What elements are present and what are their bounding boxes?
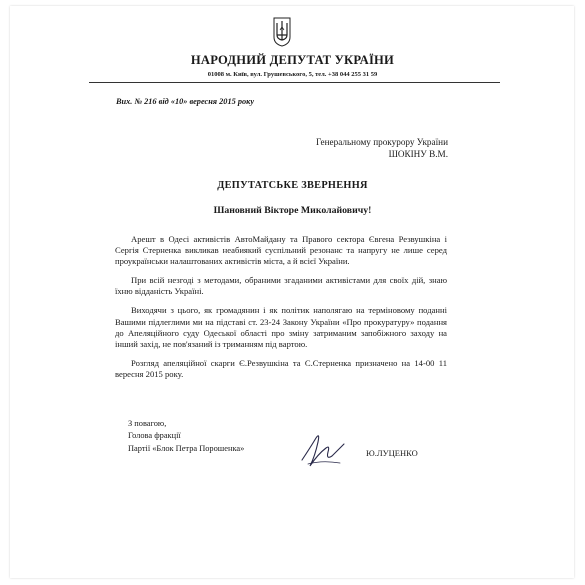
header-divider bbox=[89, 82, 500, 83]
trident-emblem-icon bbox=[273, 17, 291, 47]
addressee-line-1: Генеральному прокурору України bbox=[315, 137, 448, 147]
salutation: Шановний Вікторе Миколайовичу! bbox=[213, 205, 372, 216]
handwritten-signature bbox=[296, 430, 350, 472]
closing-block bbox=[128, 418, 244, 455]
signatory-name: Ю.ЛУЦЕНКО bbox=[366, 448, 418, 458]
body-paragraph: При всій незгоді з методами, обраними згаданими активістами для своїх дій, знаю їхню відданість Україні. bbox=[115, 275, 447, 297]
closing-line-2: Голова фракції bbox=[128, 431, 181, 441]
outgoing-reference: Вих. № 216 від «10» вересня 2015 року bbox=[116, 97, 255, 106]
letter-body bbox=[115, 234, 447, 386]
closing-line-3: Партії «Блок Петра Порошенка» bbox=[128, 443, 245, 453]
closing-line-1: З повагою, bbox=[128, 419, 167, 428]
body-paragraph: Арешт в Одесі активістів АвтоМайдану та Правого сектора Євгена Резвушкіна і Сергія Стерненка викликав неабиякий суспільний резонанс та напругу не лише серед проукраїнськи налаштованих активістів міста, а й всієї України. bbox=[115, 234, 447, 267]
deputy-address: 01008 м. Київ, вул. Грушевського, 5, тел. +38 044 255 31 59 bbox=[207, 71, 378, 78]
body-paragraph: Розгляд апеляційної скарги Є.Резвушкіна та С.Стерненка призначено на 14-00 11 вересня 2015 року. bbox=[115, 357, 447, 379]
addressee-line-2: ШОКІНУ В.М. bbox=[388, 149, 448, 159]
body-paragraph: Виходячи з цього, як громадянин і як політик наполягаю на терміновому поданні Вашими підлеглими ми на підставі ст. 23-24 Закону України «Про прокуратуру» подання до Апеляційного суду Одеської області про зміну затриманим запобіжного заходу на інший захід, не пов'язаний із триманням під вартою. bbox=[115, 305, 447, 349]
deputy-header-title: НАРОДНИЙ ДЕПУТАТ УКРАЇНИ bbox=[190, 53, 395, 67]
document-title: ДЕПУТАТСЬКЕ ЗВЕРНЕННЯ bbox=[217, 180, 368, 191]
addressee-block bbox=[250, 136, 448, 160]
